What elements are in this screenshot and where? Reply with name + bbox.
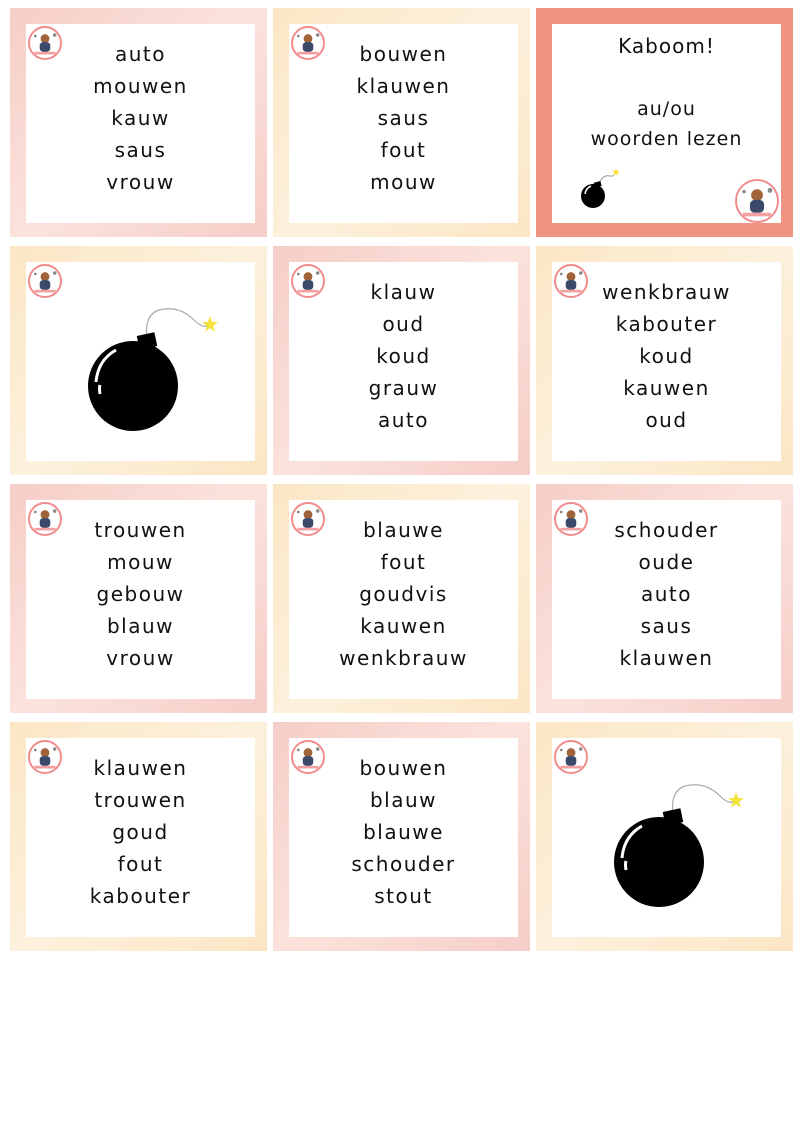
word: blauwe: [363, 820, 444, 844]
word: schouder: [351, 852, 456, 876]
word-card: [536, 246, 793, 475]
word: vrouw: [106, 646, 175, 670]
logo-badge-icon: [28, 264, 62, 298]
word: blauw: [369, 788, 438, 812]
word-card: [273, 722, 530, 951]
word: kauwen: [360, 614, 447, 638]
card-face: [552, 738, 781, 937]
card-face: [289, 738, 518, 937]
word-card: [273, 484, 530, 713]
card-face: [289, 24, 518, 223]
word-list: [289, 38, 518, 198]
card-face: [26, 24, 255, 223]
bomb-icon: [610, 766, 750, 911]
word: koud: [639, 344, 694, 368]
word: klauwen: [619, 646, 714, 670]
word-list: [552, 276, 781, 436]
word: wenkbrauw: [602, 280, 731, 304]
word: wenkbrauw: [339, 646, 468, 670]
word-list: [289, 514, 518, 674]
cover-card: [536, 8, 793, 237]
bomb-icon: [84, 290, 224, 435]
card-face: [552, 500, 781, 699]
logo-badge-icon: [554, 740, 588, 774]
card-face: [26, 500, 255, 699]
bomb-icon: [576, 164, 620, 208]
word: koud: [376, 344, 431, 368]
word: saus: [640, 614, 693, 638]
word: saus: [114, 138, 167, 162]
word: trouwen: [94, 788, 187, 812]
word-card: [10, 484, 267, 713]
word: trouwen: [94, 518, 187, 542]
card-face: [26, 738, 255, 937]
word: bouwen: [359, 42, 448, 66]
word: fout: [380, 550, 427, 574]
card-face: [552, 24, 781, 223]
word: klauwen: [93, 756, 188, 780]
bomb-card: [536, 722, 793, 951]
word: mouw: [370, 170, 437, 194]
cover-subtitle: [552, 94, 781, 154]
card-face: [289, 262, 518, 461]
word-card: [536, 484, 793, 713]
word: blauw: [106, 614, 175, 638]
word: goud: [112, 820, 169, 844]
word: kauw: [111, 106, 170, 130]
word: goudvis: [359, 582, 448, 606]
cover-subtitle-line: woorden lezen: [590, 128, 743, 150]
word-list: [26, 38, 255, 198]
word-list: [552, 514, 781, 674]
word: mouwen: [93, 74, 188, 98]
word: grauw: [368, 376, 439, 400]
word: oud: [645, 408, 688, 432]
word-list: [289, 752, 518, 912]
word: oude: [638, 550, 695, 574]
word: blauwe: [363, 518, 444, 542]
word-list: [26, 752, 255, 912]
word-card: [273, 8, 530, 237]
word: klauw: [370, 280, 437, 304]
word: kauwen: [623, 376, 710, 400]
card-face: [289, 500, 518, 699]
word: vrouw: [106, 170, 175, 194]
card-sheet: [10, 8, 793, 951]
word-card: [10, 8, 267, 237]
card-face: [26, 262, 255, 461]
word-list: [26, 514, 255, 674]
cover-title: Kaboom!: [618, 34, 715, 58]
word: oud: [382, 312, 425, 336]
logo-badge-icon: [735, 179, 779, 223]
word: klauwen: [356, 74, 451, 98]
word: saus: [377, 106, 430, 130]
word: auto: [114, 42, 166, 66]
word-list: [289, 276, 518, 436]
word: kabouter: [89, 884, 192, 908]
word: auto: [377, 408, 429, 432]
word: gebouw: [96, 582, 185, 606]
bomb-card: [10, 246, 267, 475]
word: mouw: [107, 550, 174, 574]
word: schouder: [614, 518, 719, 542]
word: bouwen: [359, 756, 448, 780]
word: auto: [640, 582, 692, 606]
word-card: [273, 246, 530, 475]
cover-subtitle-line: au/ou: [637, 98, 696, 120]
word: fout: [117, 852, 164, 876]
word: kabouter: [615, 312, 718, 336]
word: stout: [374, 884, 433, 908]
word: fout: [380, 138, 427, 162]
word-card: [10, 722, 267, 951]
card-face: [552, 262, 781, 461]
